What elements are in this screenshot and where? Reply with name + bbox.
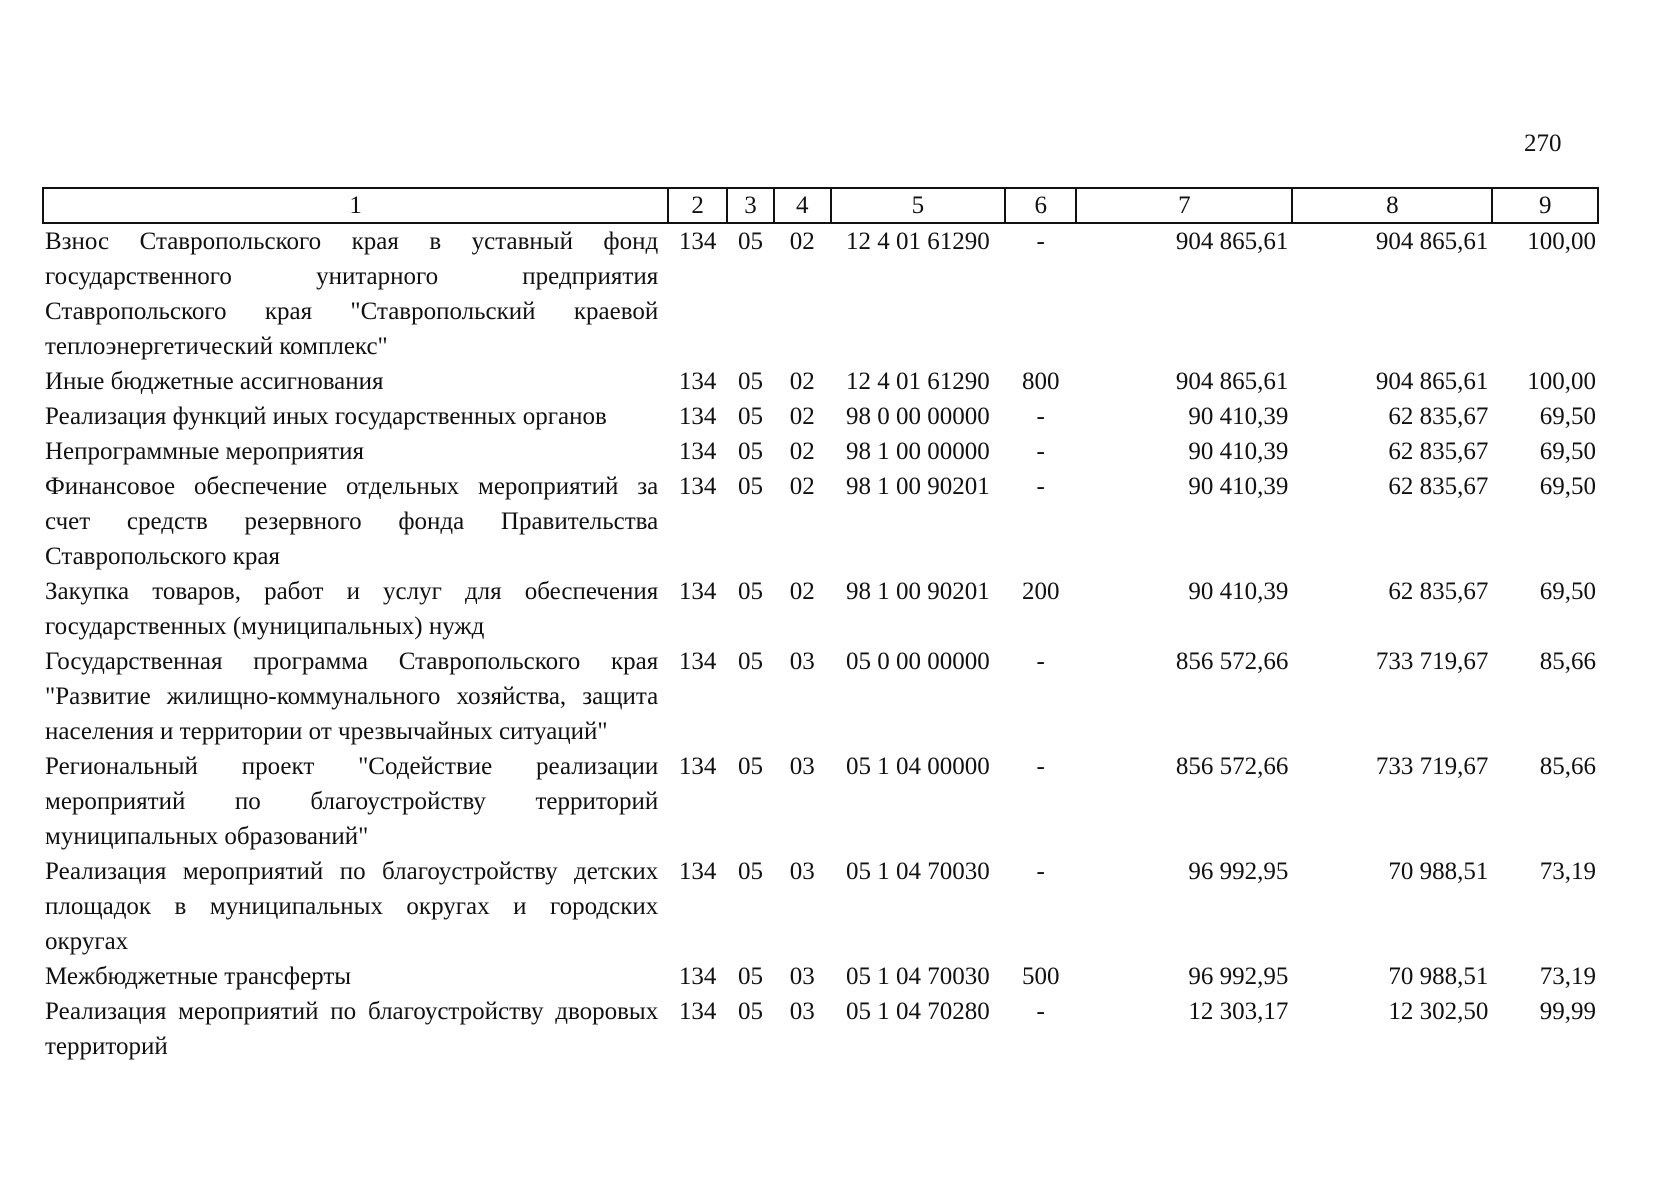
cell-col-6: -	[1036, 998, 1045, 1025]
cell-col-4: 03	[789, 648, 815, 675]
cell-col-7: 12 303,17	[1188, 998, 1289, 1025]
cell-col-5: 12 4 01 61290	[846, 228, 990, 255]
cell-col-9: 69,50	[1539, 473, 1596, 500]
cell-col-7: 96 992,95	[1188, 858, 1289, 885]
cell-col-9: 85,66	[1539, 648, 1596, 675]
cell-col-3: 05	[737, 858, 763, 885]
table-row	[43, 644, 1598, 749]
cell-col-2: 134	[678, 998, 717, 1025]
cell-col-7: 856 572,66	[1175, 753, 1289, 780]
column-header-6: 6	[1005, 188, 1076, 223]
row-name: Иные бюджетные ассигнования	[45, 368, 384, 395]
cell-col-5: 05 1 04 70030	[846, 963, 990, 990]
cell-col-7: 90 410,39	[1188, 473, 1289, 500]
column-header-8: 8	[1292, 188, 1492, 223]
table-row	[43, 223, 1598, 364]
cell-col-4: 02	[789, 368, 815, 395]
cell-col-5: 05 1 04 00000	[846, 753, 990, 780]
row-name: Межбюджетные трансферты	[45, 963, 352, 990]
row-name: Взнос Ставропольского края в уставный фонд государственного унитарного предприятия Ставропольского края "Ставропольский краевой теплоэнергетический комплекс"	[45, 228, 659, 360]
cell-col-2: 134	[678, 403, 717, 430]
column-header-7: 7	[1076, 188, 1292, 223]
cell-col-6: -	[1036, 473, 1045, 500]
row-name: Непрограммные мероприятия	[45, 438, 365, 465]
table-body	[43, 223, 1598, 1064]
column-header-1: 1	[43, 188, 668, 223]
cell-col-4: 02	[789, 473, 815, 500]
cell-col-9: 85,66	[1539, 753, 1596, 780]
cell-col-6: 800	[1021, 368, 1060, 395]
cell-col-8: 62 835,67	[1388, 438, 1489, 465]
table-row	[43, 364, 1598, 399]
cell-col-8: 733 719,67	[1375, 753, 1489, 780]
cell-col-4: 03	[789, 963, 815, 990]
cell-col-7: 96 992,95	[1188, 963, 1289, 990]
cell-col-6: -	[1036, 648, 1045, 675]
cell-col-9: 69,50	[1539, 403, 1596, 430]
cell-col-9: 100,00	[1527, 228, 1596, 255]
cell-col-4: 03	[789, 998, 815, 1025]
cell-col-5: 98 1 00 90201	[846, 473, 990, 500]
table-row	[43, 994, 1598, 1064]
cell-col-6: -	[1036, 858, 1045, 885]
column-header-4: 4	[774, 188, 831, 223]
cell-col-4: 03	[789, 858, 815, 885]
cell-col-7: 90 410,39	[1188, 438, 1289, 465]
cell-col-5: 05 1 04 70280	[846, 998, 990, 1025]
cell-col-3: 05	[737, 998, 763, 1025]
cell-col-3: 05	[737, 753, 763, 780]
cell-col-2: 134	[678, 753, 717, 780]
cell-col-8: 70 988,51	[1388, 963, 1489, 990]
header-row	[43, 188, 1598, 223]
column-header-3: 3	[727, 188, 774, 223]
cell-col-5: 98 1 00 90201	[846, 578, 990, 605]
cell-col-7: 904 865,61	[1175, 368, 1289, 395]
cell-col-9: 99,99	[1539, 998, 1596, 1025]
row-name: Реализация функций иных государственных органов	[45, 403, 607, 430]
cell-col-7: 856 572,66	[1175, 648, 1289, 675]
row-name: Реализация мероприятий по благоустройству дворовых территорий	[45, 998, 659, 1060]
cell-col-2: 134	[678, 648, 717, 675]
cell-col-2: 134	[678, 368, 717, 395]
table-row	[43, 749, 1598, 854]
cell-col-8: 62 835,67	[1388, 403, 1489, 430]
table-row	[43, 434, 1598, 469]
row-name: Финансовое обеспечение отдельных мероприятий за счет средств резервного фонда Правительства Ставропольского края	[45, 473, 659, 570]
cell-col-2: 134	[678, 578, 717, 605]
cell-col-3: 05	[737, 368, 763, 395]
cell-col-3: 05	[737, 648, 763, 675]
cell-col-8: 62 835,67	[1388, 578, 1489, 605]
cell-col-5: 05 0 00 00000	[846, 648, 990, 675]
budget-table	[42, 187, 1599, 1064]
cell-col-9: 69,50	[1539, 438, 1596, 465]
cell-col-2: 134	[678, 963, 717, 990]
table-row	[43, 854, 1598, 959]
cell-col-5: 12 4 01 61290	[846, 368, 990, 395]
cell-col-8: 12 302,50	[1388, 998, 1489, 1025]
cell-col-7: 90 410,39	[1188, 403, 1289, 430]
cell-col-9: 100,00	[1527, 368, 1596, 395]
row-name: Закупка товаров, работ и услуг для обеспечения государственных (муниципальных) нужд	[45, 578, 659, 640]
cell-col-2: 134	[678, 228, 717, 255]
cell-col-5: 98 0 00 00000	[846, 403, 990, 430]
cell-col-2: 134	[678, 438, 717, 465]
cell-col-4: 02	[789, 228, 815, 255]
table-row	[43, 959, 1598, 994]
cell-col-8: 70 988,51	[1388, 858, 1489, 885]
cell-col-8: 904 865,61	[1375, 228, 1489, 255]
cell-col-6: 500	[1021, 963, 1060, 990]
cell-col-6: 200	[1021, 578, 1060, 605]
cell-col-3: 05	[737, 438, 763, 465]
page-number: 270	[1524, 130, 1562, 157]
cell-col-9: 69,50	[1539, 578, 1596, 605]
table-row	[43, 469, 1598, 574]
cell-col-4: 03	[789, 753, 815, 780]
column-header-9: 9	[1492, 188, 1598, 223]
cell-col-6: -	[1036, 438, 1045, 465]
cell-col-6: -	[1036, 228, 1045, 255]
cell-col-7: 904 865,61	[1175, 228, 1289, 255]
cell-col-3: 05	[737, 963, 763, 990]
cell-col-5: 05 1 04 70030	[846, 858, 990, 885]
cell-col-9: 73,19	[1539, 858, 1596, 885]
cell-col-3: 05	[737, 228, 763, 255]
table-row	[43, 574, 1598, 644]
cell-col-5: 98 1 00 00000	[846, 438, 990, 465]
cell-col-8: 904 865,61	[1375, 368, 1489, 395]
column-header-5: 5	[831, 188, 1006, 223]
row-name: Государственная программа Ставропольского края "Развитие жилищно-коммунального хозяйства, защита населения и территории от чрезвычайных ситуаций"	[45, 648, 659, 745]
table-row	[43, 399, 1598, 434]
row-name: Региональный проект "Содействие реализации мероприятий по благоустройству территорий муниципальных образований"	[45, 753, 659, 850]
column-header-2: 2	[668, 188, 727, 223]
cell-col-4: 02	[789, 403, 815, 430]
cell-col-2: 134	[678, 858, 717, 885]
cell-col-9: 73,19	[1539, 963, 1596, 990]
cell-col-8: 62 835,67	[1388, 473, 1489, 500]
row-name: Реализация мероприятий по благоустройству детских площадок в муниципальных округах и городских округах	[45, 858, 659, 955]
cell-col-8: 733 719,67	[1375, 648, 1489, 675]
cell-col-4: 02	[789, 438, 815, 465]
cell-col-7: 90 410,39	[1188, 578, 1289, 605]
cell-col-2: 134	[678, 473, 717, 500]
cell-col-3: 05	[737, 403, 763, 430]
cell-col-3: 05	[737, 473, 763, 500]
cell-col-6: -	[1036, 753, 1045, 780]
cell-col-4: 02	[789, 578, 815, 605]
cell-col-6: -	[1036, 403, 1045, 430]
cell-col-3: 05	[737, 578, 763, 605]
